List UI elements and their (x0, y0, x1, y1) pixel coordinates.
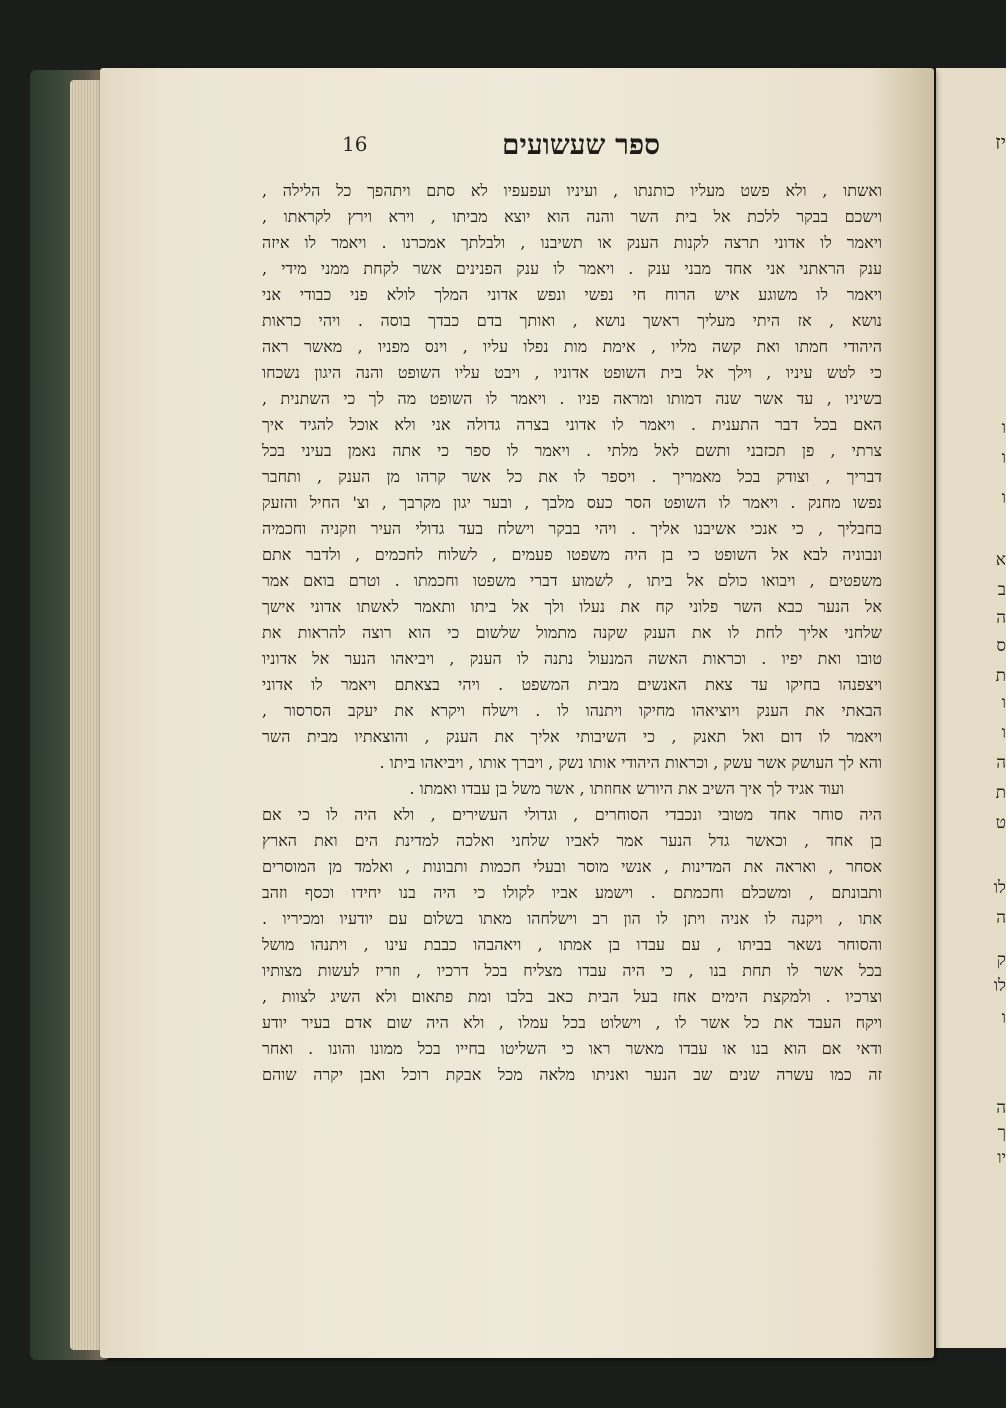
text-line: דבריך , וצודק בכל מאמריך . ויספר לו את כל אשר קרהו מן הענק , ותחבר (262, 467, 882, 486)
facing-glyph: ב (997, 580, 1006, 600)
text-line: טובו ואת יפיו . וכראות האשה המנעול נתנה לו הענק , ויביאהו הנער אל אדוניו (262, 649, 882, 668)
text-line: והסוחר נשאר בביתו , עם עבדו בן אמתו , ויאהבהו כבבת עינו , ויתנהו מושל (262, 935, 882, 954)
facing-glyph: ו (1001, 418, 1006, 438)
text-line: משפטים , ויבואו כולם אל ביתו , לשמוע דברי משפטו וחכמתו . וטרם בואם אמר (262, 571, 882, 590)
facing-glyph: ה (996, 908, 1006, 928)
text-line: ויאמר לו משוגע איש הרוח חי נפשי ונפש אדוני המלך לולא פני כבודי אני (262, 285, 882, 304)
text-line: ותבונתם , ומשכלם וחכמתם . וישמע אביו לקולו כי היה בנו יחידו וכסף וזהב (262, 883, 882, 902)
facing-glyph: ה (996, 753, 1006, 773)
text-line: צרתי , פן תכזבני ותשם לאל מלתי . ויאמר לו ספר כי אתה נאמן בעיני בכל (262, 441, 882, 460)
facing-glyph: יו (997, 1148, 1006, 1168)
facing-glyph: ו (1001, 723, 1006, 743)
facing-glyph: ת (995, 783, 1006, 803)
text-line: ויאמר לו דום ואל תאנק , כי השיבותי אליך את הענק , והוצאתיו מבית השר (262, 727, 882, 746)
facing-glyph: ס (996, 636, 1006, 656)
facing-glyph: ק (996, 950, 1006, 970)
text-line: היה סוחר אחד מטובי ונכבדי הסוחרים , וגדולי העשירים , ולא היה לו כי אם (262, 805, 882, 824)
facing-glyph: ו (1001, 693, 1006, 713)
text-line: וצרכיו . ולמקצת הימים אחז בעל הבית כאב בלבו ומת פתאום ולא השיג לצוות , (262, 987, 882, 1006)
facing-glyph: ו (1001, 488, 1006, 508)
text-line: ויאמר לו אדוני תרצה לקנות הענק או תשיבנו , ולבלתך אמכרנו . ויאמר לו איזה (262, 233, 882, 252)
facing-glyph: ט (995, 813, 1006, 833)
text-line: בן אחד , וכאשר גדל הנער אמר לאביו שלחני ואלכה למדינת הים ואת הארץ (262, 831, 882, 850)
text-line: היהודי חמתו ואת קשה מליו , אימת מות נפלו עליו , וינס מפניו , מאשר ראה (262, 337, 882, 356)
text-line: אתו , ויקנה לו אניה ויתן לו הון רב וישלחהו מאתו בשלום עם יודעיו ומכיריו . (262, 909, 882, 928)
facing-glyph: ת (995, 666, 1006, 686)
facing-glyph: לו (993, 878, 1006, 898)
page-number: 16 (342, 132, 368, 156)
text-line: שלחני אליך לחת לו את הענק שקנה מתמול שלשום כי הוא רוצה להראות את (262, 623, 882, 642)
facing-glyph: ה (996, 608, 1006, 628)
facing-glyph: ו (1001, 448, 1006, 468)
body-text (262, 178, 882, 1088)
text-line: בכל אשר לו תחת בנו , כי היה עבדו מצליח בכל דרכיו , וזריז לעשות מצותיו (262, 961, 882, 980)
text-line: אל הנער כבא השר פלוני קח את נעלו ולך אל ביתו ותאמר לאשתו אדוני אישך (262, 597, 882, 616)
text-line: והא לך העושק אשר עשק , וכראות היהודי אותו נשק , ויברך אותו , ויביאהו ביתו . (379, 753, 882, 772)
text-line: אסחר , ואראה את המדינות , אנשי מוסר ובעלי חכמות ותבונות , ואלמד מן המוסרים (262, 857, 882, 876)
text-line: זה כמו עשרה שנים שב הנער ואניתו מלאה מכל אבקת רוכל ואבן יקרה שוהם (262, 1065, 882, 1084)
text-line: ענק הראתני אני אחד מבני ענק . ויאמר לו ענק הפנינים אשר לקחת ממני מידי , (262, 259, 882, 278)
facing-page-edge (936, 68, 1006, 1348)
text-line: בחבליך , כי אנכי אשיבנו אליך . ויהי בבקר וישלח בעד גדולי העיר וזקניה וחכמיה (262, 519, 882, 538)
text-line: בשיניו , עד אשר שנה דמותו ומראה פניו . ויאמר לו השופט מה לך כי השתנית , (262, 389, 882, 408)
running-title: ספר שעשועים (502, 128, 660, 161)
text-line: ויצפנהו בחיקו עד צאת האנשים מבית המשפט . ויהי בצאתם ויאמר לו אדוני (262, 675, 882, 694)
facing-glyph: א (995, 550, 1006, 570)
text-line: נושא , אז היתי מעליך ראשך נושא , ואותך בדם כבדך בוסה . ויהי כראות (262, 311, 882, 330)
text-line: הבאתי את הענק ויוציאהו מחיקו ויתנהו לו . וישלח ויקרא את יעקב הסרסור , (262, 701, 882, 720)
text-line: ודאי אם הוא בנו או עבדו מאשר ראו כי השליטו בחייו בכל ממונו והונו . ואחר (262, 1039, 882, 1058)
text-line: נפשו מחנק . ויאמר לו השופט הסר כעס מלבך , ובער יגון מקרבך , וצ' החיל והזעק (262, 493, 882, 512)
text-line: ונבוניה לבא אל השופט כי בן היה משפטו פעמים , לשלוח לחכמים , ולדבר אתם (262, 545, 882, 564)
page-header (250, 128, 660, 168)
text-line: ועוד אגיד לך איך השיב את היורש אחוזתו , אשר משל בן עבדו ואמתו . (409, 779, 844, 798)
text-line: וישכם בבקר ללכת אל בית השר והנה הוא יוצא מביתו , וירא וירץ לקראתו , (262, 207, 882, 226)
facing-glyph: ו (1001, 1008, 1006, 1028)
facing-glyph: ה (996, 1098, 1006, 1118)
text-line: ואשתו , ולא פשט מעליו כותנתו , ועיניו ועפעפיו לא סתם ויתהפך כל הלילה , (262, 181, 882, 200)
text-line: כי לטש עיניו , וילך אל בית השופט אדוניו , ויבט עליו השופט והנה היגון נשכחו (262, 363, 882, 382)
text-line: האם בכל דבר התענית . ויאמר לו אדוני בצרה גדולה אני ולא אוכל להגיד איך (262, 415, 882, 434)
facing-page-number: יז (995, 130, 1006, 154)
facing-glyph: לו (993, 976, 1006, 996)
text-line: ויקח העבד את כל אשר לו , וישלוט בכל עמלו , ולא היה שום אדם בעיר יודע (262, 1013, 882, 1032)
facing-glyph: ך (997, 1123, 1006, 1143)
